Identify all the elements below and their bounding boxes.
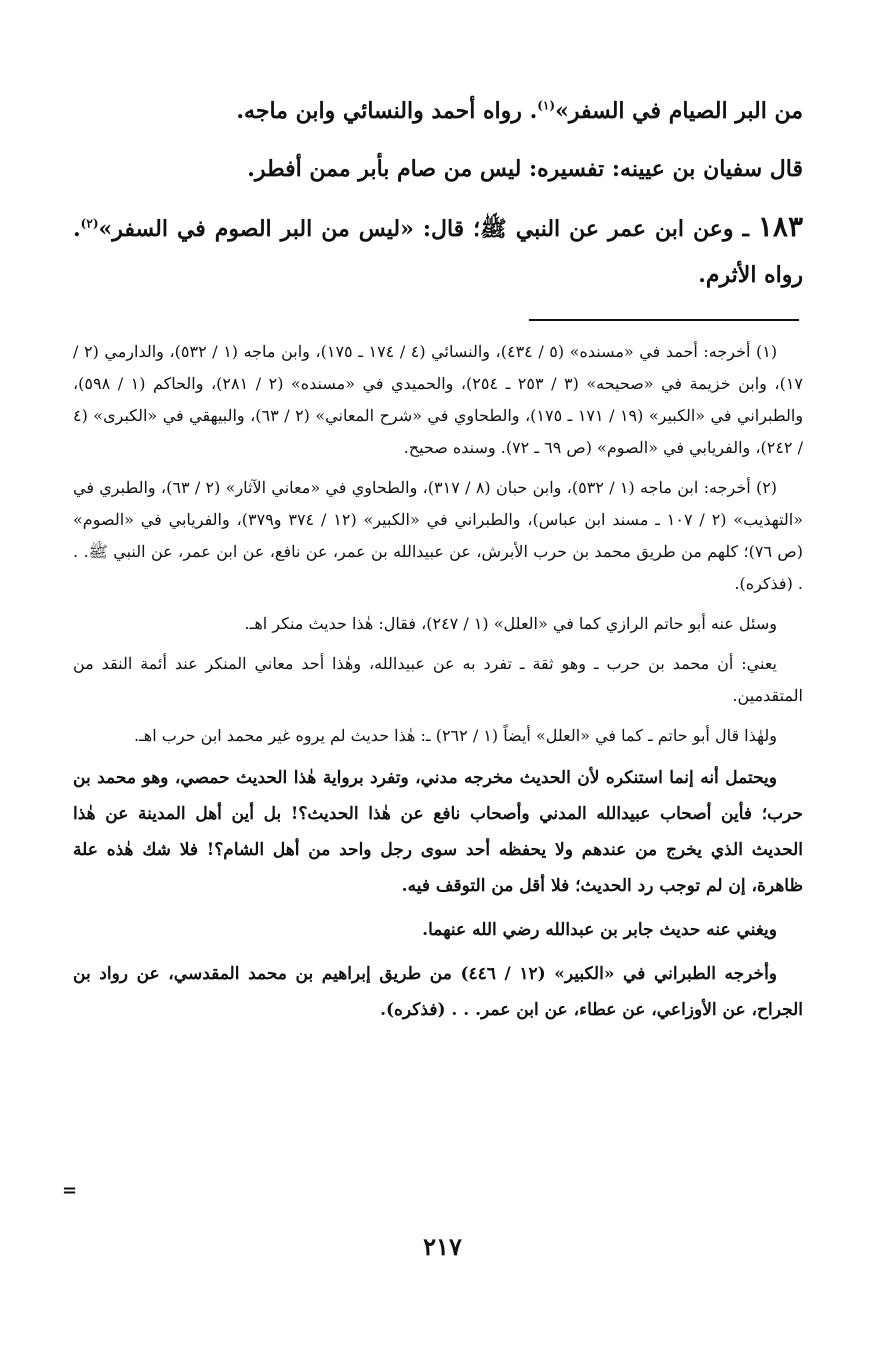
footnote-1: (١) أخرجه: أحمد في «مسنده» (٥ / ٤٣٤)، والنسائي (٤ / ١٧٤ ـ ١٧٥)، وابن ماجه (١ / ٥٣٢)، والدارمي (٢ / ١٧)، وابن خزيمة في «صحيحه» (٣ / ٢٥٣ ـ ٢٥٤)، والحميدي في «مسنده» (٢ / ٢٨١)، والحاكم (١ / ٥٩٨)، والطبراني في «الكبير» (١٩ / ١٧١ ـ ١٧٥)، والطحاوي في «شرح المعاني» (٢ / ٦٣)، والبيهقي في «الكبرى» (٤ / ٢٤٢)، والفريابي في «الصوم» (ص ٦٩ ـ ٧٢). وسنده صحيح. [73,342,804,457]
main-paragraph-1 [73,88,803,134]
footnote-note-4: يعني: أن محمد بن حرب ـ وهو ثقة ـ تفرد به عن عبيدالله، وهٰذا أحد معاني المنكر عند أئمة النقد من المتقدمين. [73,654,803,705]
footnote-note-6: ويحتمل أنه إنما استنكره لأن الحديث مخرجه مدني، وتفرد برواية هٰذا الحديث حمصي، وهو محمد بن حرب؛ فأين أصحاب عبيدالله المدني وأصحاب نافع عن هٰذا الحديث؟! بل أين أهل المدينة عن هٰذا الحديث الذي يخرج من عندهم ولا يحفظه أحد سوى رجل واحد من أهل الشام؟! فلا شك هٰذه علة ظاهرة، إن لم توجب رد الحديث؛ فلا أقل من التوقف فيه. [73,768,803,896]
continuation-mark: = [62,1180,78,1201]
footnote-note-3: وسئل عنه أبو حاتم الرازي كما في «العلل» (١ / ٢٤٧)، فقال: هٰذا حديث منكر اهـ. [244,614,777,633]
footnote-note-8: وأخرجه الطبراني في «الكبير» (١٢ / ٤٤٦) من طريق إبراهيم بن محمد المقدسي، عن رواد بن الجراح، عن الأوزاعي، عن عطاء، عن ابن عمر. . . (فذكره). [73,964,803,1020]
page-number: ٢١٧ [423,1232,462,1261]
hadith-183 [73,204,803,298]
footnote-ref-1[interactable]: (١) [537,98,556,113]
hadith-183-tail: . رواه الأثرم. [73,216,803,288]
footnote-ref-2[interactable]: (٢) [80,216,99,231]
footnote-2: (٢) أخرجه: ابن ماجه (١ / ٥٣٢)، وابن حبان (٨ / ٣١٧)، والطحاوي في «معاني الآثار» (٢ / ٦٣)، والطبري في «التهذيب» (٢ / ١٠٧ ـ مسند ابن عباس)، والطبراني في «الكبير» (١٢ / ٣٧٤ و٣٧٩)، والفريابي في «الصوم» (ص ٧٦)؛ كلهم من طريق محمد بن حرب الأبرش، عن عبيدالله بن عمر، عن نافع، عن ابن عمر، عن النبي ﷺ. . . (فذكره). [73,478,804,593]
main-paragraph-1-tail: . رواه أحمد والنسائي وابن ماجه. [236,98,538,124]
main-paragraph-1-text: من البر الصيام في السفر» [555,98,803,124]
footnote-note-5: ولهٰذا قال أبو حاتم ـ كما في «العلل» أيضاً (١ / ٢٦٢) ـ: هٰذا حديث لم يروه غير محمد ابن حرب اهـ. [134,726,777,745]
footnote-note-7: ويغني عنه حديث جابر بن عبدالله رضي الله عنهما. [422,920,777,940]
footnote-separator [529,319,799,321]
footnotes [73,336,803,1036]
main-paragraph-2: قال سفيان بن عيينه: تفسيره: ليس من صام بأبر ممن أفطر. [247,156,803,182]
hadith-number: ١٨٣ [757,210,803,243]
hadith-183-text: ـ وعن ابن عمر عن النبي ﷺ؛ قال: «ليس من البر الصوم في السفر» [98,216,758,242]
main-text [73,88,803,310]
